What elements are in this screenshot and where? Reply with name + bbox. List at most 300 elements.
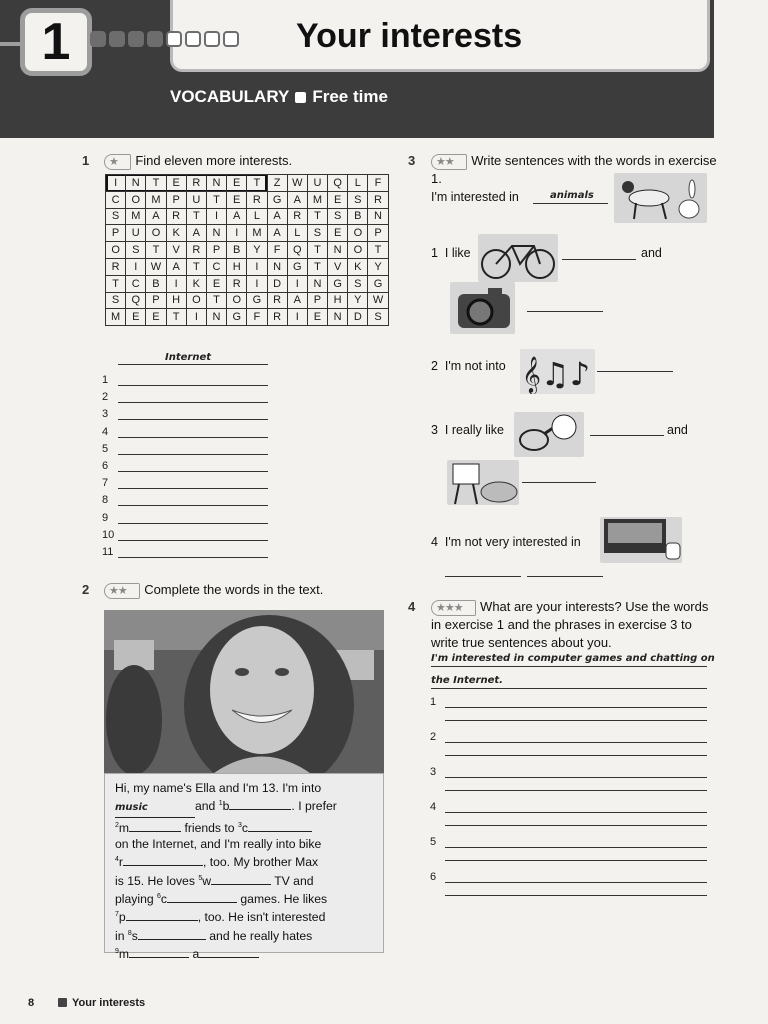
grid-cell[interactable]: O [227,292,247,309]
progress-square [166,31,182,47]
grid-cell[interactable]: S [348,275,368,292]
grid-cell[interactable]: R [166,208,186,225]
text-frag: a [189,947,200,962]
answer-line[interactable] [445,882,707,883]
gap-3[interactable] [248,831,312,832]
grid-row [106,225,389,242]
grid-cell[interactable]: G [267,191,287,208]
answer-line[interactable] [118,530,268,541]
grid-cell[interactable]: M [307,191,327,208]
grid-cell[interactable]: T [106,275,126,292]
grid-cell[interactable]: S [126,242,146,259]
grid-cell[interactable]: G [368,275,388,292]
grid-cell[interactable]: E [328,191,348,208]
answer-line[interactable] [118,547,268,558]
line-number: 5 [102,442,109,455]
page-number: 8 [28,997,35,1009]
ex3-item-4 [431,535,581,549]
camera-picture [450,282,515,334]
item-text: I'm not into [444,359,506,373]
grid-row [106,208,389,225]
answer-line-row [102,529,268,541]
answer-line[interactable] [445,790,707,791]
text-frag: m [118,820,130,835]
line-number: 6 [102,460,109,472]
item-text: I like [444,246,471,260]
ex4-example-line2: the Internet. [431,675,503,686]
grid-cell[interactable]: S [106,292,126,309]
grid-cell[interactable]: P [368,225,388,242]
progress-square [185,31,201,47]
grid-cell[interactable]: Y [368,258,388,275]
text-frag: games. He likes [237,892,328,907]
word-search-grid [105,174,389,326]
grid-cell[interactable]: R [186,242,206,259]
answer-line[interactable] [590,435,664,436]
grid-cell[interactable]: A [186,225,206,242]
grid-cell[interactable]: S [368,309,388,326]
answer-line-row [102,374,268,386]
ex3-example-answer: animals [550,190,594,201]
grid-cell[interactable]: T [307,258,327,275]
answer-line[interactable] [597,371,673,372]
grid-cell[interactable]: R [368,191,388,208]
answer-line[interactable] [118,375,268,386]
grid-cell[interactable]: N [328,242,348,259]
grid-cell[interactable]: I [247,258,267,275]
ex3-item-1 [431,246,471,260]
line-number: 3 [430,766,437,778]
ex1-instruction: Find eleven more interests. [135,153,293,168]
star-rating: ★★ [431,154,467,170]
grid-cell[interactable]: G [328,275,348,292]
answer-line[interactable] [118,478,268,489]
answer-line[interactable] [118,392,268,403]
grid-cell[interactable]: R [287,208,307,225]
ex1-header [104,152,292,170]
grid-cell[interactable]: P [206,242,226,259]
grid-cell[interactable]: T [206,191,226,208]
answer-line[interactable] [562,259,636,260]
grid-cell[interactable]: I [227,225,247,242]
answer-line[interactable] [522,482,596,483]
line-number: 2 [430,731,437,743]
text-frag: playing [115,892,158,907]
grid-cell[interactable]: E [227,175,247,192]
grid-cell[interactable]: O [106,242,126,259]
grid-cell[interactable]: Y [247,242,267,259]
answer-line[interactable] [118,444,268,455]
grid-cell[interactable]: R [106,258,126,275]
text-frag: b [222,799,230,814]
grid-cell[interactable]: A [287,292,307,309]
gap-9b[interactable] [199,957,259,958]
progress-square [109,31,125,47]
grid-cell[interactable]: T [186,258,206,275]
grid-cell[interactable]: P [106,225,126,242]
grid-cell[interactable]: Q [287,242,307,259]
section-subtitle [170,87,388,107]
grid-cell[interactable]: G [227,309,247,326]
grid-cell[interactable]: N [368,208,388,225]
grid-cell[interactable]: K [186,275,206,292]
sports-picture [514,412,584,457]
grid-cell[interactable]: L [287,225,307,242]
dog-rabbit-picture [614,173,707,223]
grid-row [106,191,389,208]
answer-line-row [102,426,268,438]
grid-cell[interactable]: T [186,208,206,225]
grid-cell[interactable]: I [106,175,126,192]
grid-cell[interactable]: F [368,175,388,192]
grid-cell[interactable]: C [106,191,126,208]
answer-line-row [102,512,268,524]
grid-cell[interactable]: T [146,242,166,259]
grid-cell[interactable]: P [166,191,186,208]
item-number: 4 [431,535,438,549]
answer-line[interactable] [118,409,268,420]
text-frag: is 15. He loves [115,873,199,888]
answer-line-row [102,494,268,506]
text-line: music and $^1$b . I prefer [115,796,373,817]
grid-cell[interactable]: M [247,225,267,242]
text-frag: TV and [271,873,314,888]
girl-photo [104,610,384,773]
text-line: in $^8$s and he really hates [115,928,313,943]
grid-cell[interactable]: D [267,275,287,292]
grid-cell[interactable]: A [267,208,287,225]
grid-cell[interactable]: U [186,191,206,208]
grid-cell[interactable]: N [126,175,146,192]
grid-cell[interactable]: P [146,292,166,309]
example-line [431,666,707,667]
grid-cell[interactable]: N [328,309,348,326]
item-number: 2 [431,359,438,373]
grid-cell[interactable]: I [287,309,307,326]
text-line: $^9$m a [115,944,373,962]
answer-line-row [102,546,268,558]
unit-connector [0,42,22,46]
grid-cell[interactable]: W [146,258,166,275]
item-text: I really like [444,423,504,437]
progress-square [147,31,163,47]
grid-cell[interactable]: O [126,191,146,208]
grid-cell[interactable]: F [247,309,267,326]
grid-cell[interactable]: B [227,242,247,259]
grid-cell[interactable]: A [146,208,166,225]
grid-cell[interactable]: R [267,309,287,326]
answer-line-row [102,408,268,420]
grid-cell[interactable]: O [348,225,368,242]
grid-cell[interactable]: N [267,258,287,275]
star-rating: ★ [104,154,131,170]
line-number: 1 [102,374,109,386]
svg-text:𝄞♫♪: 𝄞♫♪ [522,355,591,393]
ex3-number: 3 [408,153,416,168]
ex3-item-3 [431,423,504,437]
answer-line [533,203,608,204]
grid-row [106,292,389,309]
grid-cell[interactable]: E [146,309,166,326]
star-rating: ★★★ [431,600,476,616]
grid-cell[interactable]: N [307,275,327,292]
example-line [118,364,268,365]
topic-label: Free time [312,87,388,106]
answer-line[interactable] [118,427,268,438]
grid-cell[interactable]: S [106,208,126,225]
ex4-instruction: What are your interests? Use the words in exercise 1 and the phrases in exercise 3 to write true sentences about you. [431,599,709,650]
grid-cell[interactable]: H [227,258,247,275]
line-number: 5 [430,836,437,848]
grid-cell[interactable]: V [166,242,186,259]
line-number: 4 [102,425,109,438]
grid-cell[interactable]: S [348,191,368,208]
grid-cell[interactable]: E [206,275,226,292]
grid-cell[interactable]: T [166,309,186,326]
gap-2[interactable] [129,831,181,832]
music-notes-picture [520,349,595,394]
text-line: playing $^6$c games. He likes [115,892,328,907]
text-line: $^4$r , too. My brother Max [115,855,319,870]
grid-cell[interactable]: M [126,208,146,225]
line-number: 6 [430,871,437,883]
ex1-number: 1 [82,153,90,168]
text-line: is 15. He loves $^5$w TV and [115,873,314,888]
text-frag: and [195,799,219,814]
bicycle-picture [478,234,558,282]
gap-5[interactable] [211,884,271,885]
item-and: and [667,423,688,437]
grid-cell[interactable]: T [206,292,226,309]
line-number: 9 [102,511,109,524]
grid-cell[interactable]: O [146,225,166,242]
grid-cell[interactable]: A [267,225,287,242]
star-rating: ★★ [104,583,140,599]
grid-cell[interactable]: I [206,208,226,225]
text-frag: friends to [181,820,238,835]
answer-line[interactable] [527,311,603,312]
grid-cell[interactable]: Q [328,175,348,192]
answer-line[interactable] [445,860,707,861]
text-frag: in [115,928,128,943]
grid-cell[interactable]: P [307,292,327,309]
grid-cell[interactable]: O [186,292,206,309]
grid-cell[interactable]: T [307,242,327,259]
grid-cell[interactable]: E [166,175,186,192]
grid-cell[interactable]: G [287,258,307,275]
item-number: 1 [431,246,438,260]
progress-square [204,31,220,47]
answer-line[interactable] [445,742,707,743]
gap-4[interactable] [123,865,203,866]
tv-console-picture [600,517,682,563]
gap-7[interactable] [126,920,198,921]
grid-cell[interactable]: G [247,292,267,309]
item-number: 3 [431,423,438,437]
answer-line[interactable] [445,777,707,778]
grid-cell[interactable]: U [307,175,327,192]
answer-line-row [102,443,268,455]
grid-cell[interactable]: I [247,275,267,292]
footer-title: Your interests [72,997,146,1009]
answer-music: music [115,800,195,817]
grid-cell[interactable]: C [206,258,226,275]
ex2-instruction: Complete the words in the text. [144,582,324,597]
ex3-instruction: Write sentences with the words in exercise 1. [431,153,717,186]
grid-row [106,242,389,259]
grid-cell[interactable]: I [186,309,206,326]
text-frag: r [118,855,123,870]
grid-cell[interactable]: A [227,208,247,225]
grid-cell[interactable]: M [146,191,166,208]
ella-text [104,773,384,962]
progress-squares [90,31,239,47]
grid-cell[interactable]: U [126,225,146,242]
ex3-example-prefix: I'm interested in [431,190,519,204]
grid-cell[interactable]: R [267,292,287,309]
grid-cell[interactable]: H [328,292,348,309]
grid-cell[interactable]: K [166,225,186,242]
line-number: 4 [430,801,437,813]
gap-8[interactable] [138,939,206,940]
text-frag: c [160,892,168,907]
grid-cell[interactable]: I [287,275,307,292]
progress-square [223,31,239,47]
item-and: and [641,246,662,260]
grid-cell[interactable]: B [146,275,166,292]
text-line: on the Internet, and I'm really into bike [115,837,322,852]
grid-cell[interactable]: E [307,309,327,326]
grid-cell[interactable]: S [307,225,327,242]
answer-line[interactable] [445,576,521,577]
text-frag: and he really hates [205,928,313,943]
answer-line-row [102,391,268,403]
text-frag: , too. My brother Max [202,855,319,870]
ex1-example-answer: Internet [165,352,212,363]
grid-cell[interactable]: A [287,191,307,208]
text-frag: , too. He isn't interested [197,910,326,925]
text-frag: s [131,928,138,943]
ex4-number: 4 [408,599,416,614]
grid-cell[interactable]: W [368,292,388,309]
grid-cell[interactable]: E [126,309,146,326]
text-frag: p [118,910,126,925]
bullet-icon [295,92,306,103]
grid-cell[interactable]: T [146,175,166,192]
grid-cell[interactable]: N [206,309,226,326]
ex4-example-line1: I'm interested in computer games and chatting on [431,653,715,664]
grid-cell[interactable]: R [227,275,247,292]
text-line: Hi, my name's Ella and I'm 13. I'm into [115,781,322,795]
grid-cell[interactable]: H [166,292,186,309]
grid-cell[interactable]: K [348,258,368,275]
line-number: 10 [102,528,115,541]
text-frag: c [241,820,248,835]
grid-cell[interactable]: B [348,208,368,225]
grid-cell[interactable]: V [328,258,348,275]
line-number: 8 [102,494,109,507]
grid-cell[interactable]: E [227,191,247,208]
answer-line[interactable] [118,461,268,472]
grid-cell[interactable]: L [247,208,267,225]
answer-line[interactable] [445,825,707,826]
grid-row [106,258,389,275]
page-title: Your interests [296,17,523,55]
grid-row [106,309,389,326]
grid-cell[interactable]: S [328,208,348,225]
answer-line[interactable] [118,495,268,506]
line-number: 11 [102,546,114,558]
grid-cell[interactable]: A [166,258,186,275]
grid-cell[interactable]: N [206,225,226,242]
grid-cell[interactable]: W [287,175,307,192]
grid-row [106,175,389,192]
painting-picture [447,460,519,505]
text-line: $^7$p , too. He isn't interested [115,910,326,925]
answer-line[interactable] [445,895,707,896]
grid-cell[interactable]: T [307,208,327,225]
answer-line[interactable] [445,720,707,721]
grid-cell[interactable]: N [206,175,226,192]
section-label: VOCABULARY [170,87,290,106]
grid-cell[interactable]: C [126,275,146,292]
line-number: 2 [102,391,109,404]
gap-1[interactable] [229,809,291,810]
grid-cell[interactable]: O [348,242,368,259]
answer-line[interactable] [118,513,268,524]
answer-line-row [102,477,268,489]
line-number: 7 [102,477,109,490]
grid-cell[interactable]: L [348,175,368,192]
ex3-item-2 [431,359,506,373]
example-line [431,688,707,689]
item-text: I'm not very interested in [444,535,581,549]
grid-cell[interactable]: I [166,275,186,292]
line-number: 3 [102,408,109,421]
gap-9a[interactable] [129,957,189,958]
answer-line[interactable] [445,847,707,848]
grid-cell[interactable]: R [186,175,206,192]
ex4-header [431,598,716,652]
grid-cell[interactable]: F [267,242,287,259]
grid-cell[interactable]: Z [267,175,287,192]
ex2-number: 2 [82,582,90,597]
text-line: $^2$m friends to $^3$c [115,818,373,836]
progress-square [90,31,106,47]
ex2-header [104,581,323,599]
text-frag: . I prefer [291,799,337,814]
grid-cell[interactable]: T [368,242,388,259]
answer-line[interactable] [445,812,707,813]
answer-line-row [102,460,268,472]
grid-cell[interactable]: T [247,175,267,192]
grid-cell[interactable]: Y [348,292,368,309]
answer-line[interactable] [445,755,707,756]
progress-square [128,31,144,47]
grid-cell[interactable]: R [247,191,267,208]
grid-cell[interactable]: M [106,309,126,326]
answer-line[interactable] [527,576,603,577]
answer-line[interactable] [445,707,707,708]
text-frag: w [202,873,212,888]
line-number: 1 [430,696,437,708]
grid-row [106,275,389,292]
grid-cell[interactable]: D [348,309,368,326]
grid-cell[interactable]: E [328,225,348,242]
gap-6[interactable] [167,902,237,903]
grid-cell[interactable]: Q [126,292,146,309]
grid-cell[interactable]: I [126,258,146,275]
